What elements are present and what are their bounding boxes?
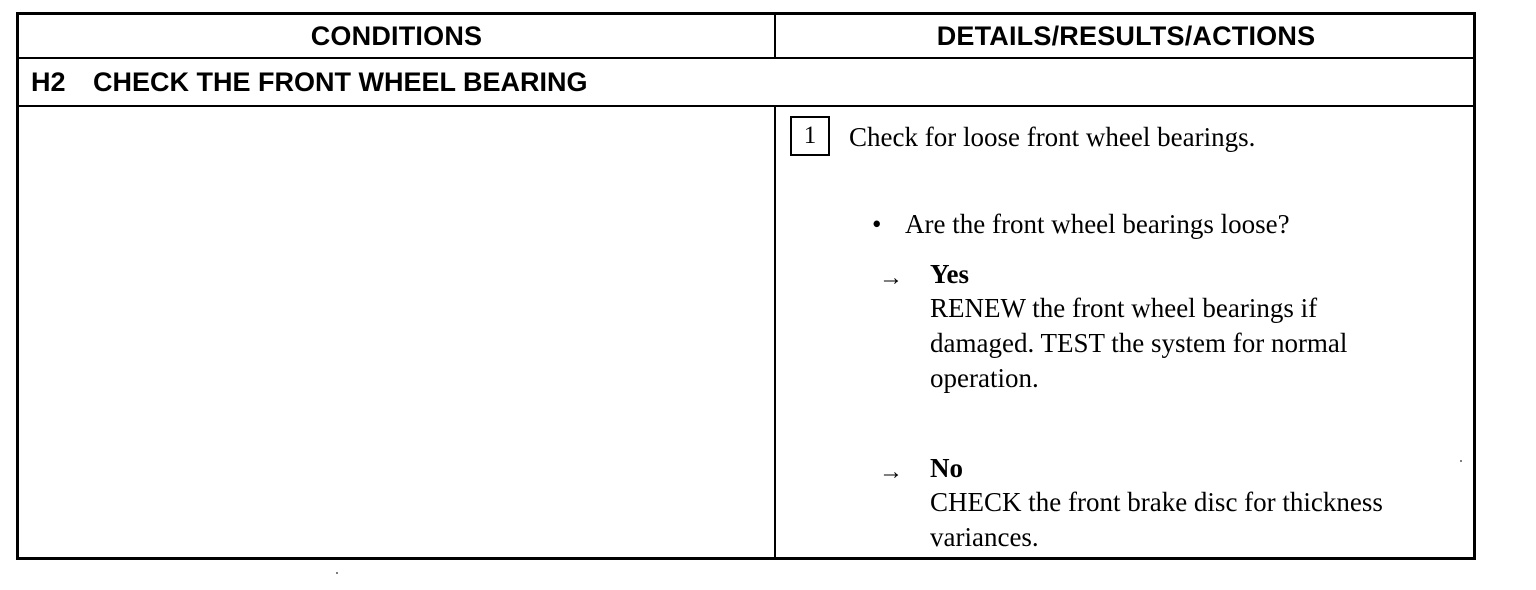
step-instruction: Check for loose front wheel bearings. xyxy=(849,122,1256,152)
conditions-header: CONDITIONS xyxy=(310,20,483,51)
section-title: CHECK THE FRONT WHEEL BEARING xyxy=(93,66,588,97)
table-header-row xyxy=(19,15,1473,59)
diagnostic-table xyxy=(16,12,1476,560)
step-question: Are the front wheel bearings loose? xyxy=(905,209,1290,239)
step-number-box xyxy=(790,116,830,156)
section-id: H2 xyxy=(31,66,66,97)
yes-action: RENEW the front wheel bearings if damaged. TEST the system for normal operation. xyxy=(930,293,1348,393)
scan-speck xyxy=(336,572,338,574)
column-divider xyxy=(774,107,776,560)
details-header: DETAILS/RESULTS/ACTIONS xyxy=(936,20,1316,51)
step-number: 1 xyxy=(803,122,817,149)
no-label: No xyxy=(930,453,963,483)
scan-speck xyxy=(1460,460,1462,462)
arrow-right-icon: → xyxy=(879,459,903,485)
arrow-right-icon: → xyxy=(879,265,903,291)
yes-label: Yes xyxy=(930,259,969,289)
bullet-icon: • xyxy=(872,209,882,239)
section-title-row xyxy=(19,59,1473,107)
no-action: CHECK the front brake disc for thickness variances. xyxy=(930,487,1383,552)
table-body-row xyxy=(19,107,1473,560)
